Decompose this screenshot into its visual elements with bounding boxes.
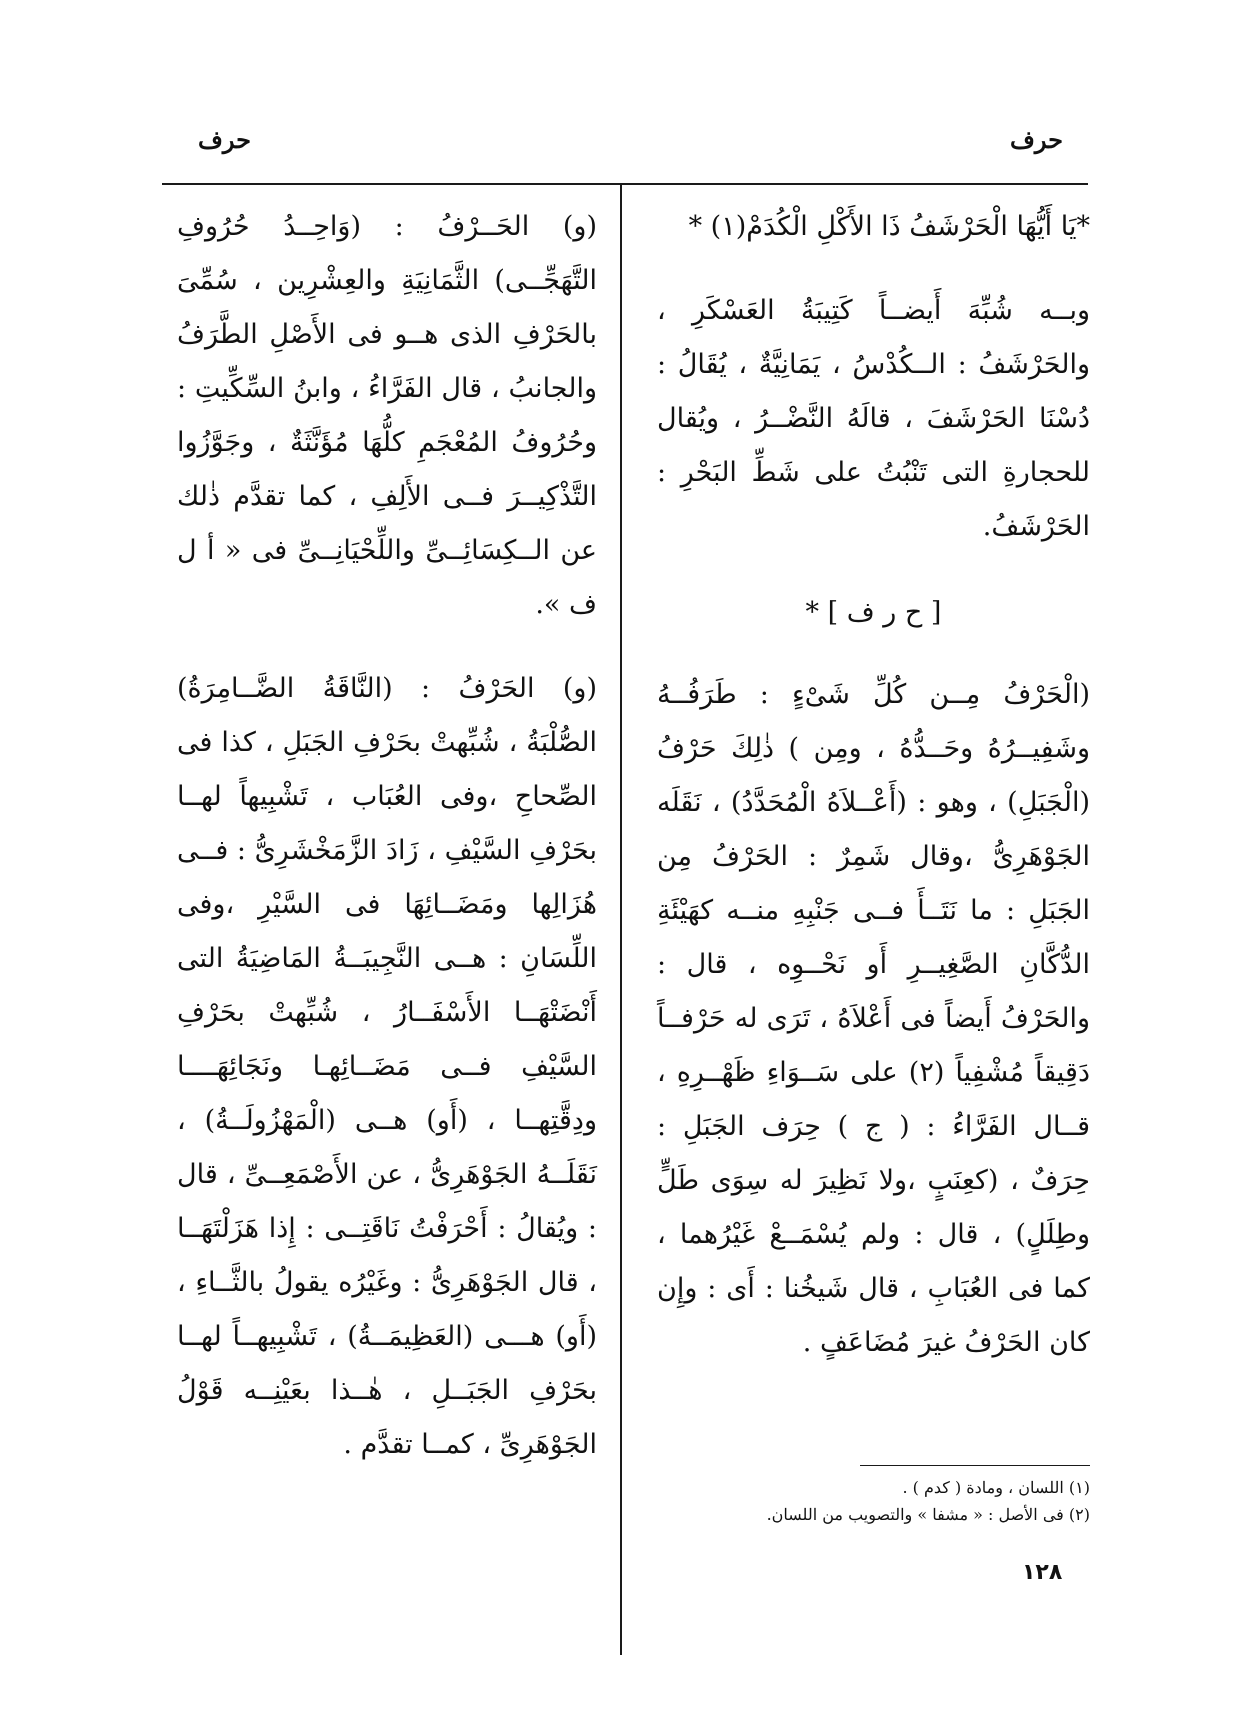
paragraph: وبــه شُبِّهَ أَيضــاً كَتِيبَةُ العَسْكَرِ ، والحَرْشَفُ : الــكُدْسُ ، يَمَانِيَّةٌ ، يُقَالُ : دُسْنَا الحَرْشَفَ ، قالَهُ النَّضْــرُ ، ويُقال للحجارةِ التى تَنْبُتُ على شَطِّ البَحْرِ : الحَرْشَفُ. xyxy=(657,295,1090,542)
paragraph: (و) الحَــرْفُ : (وَاحِــدُ حُرُوفِ التَّهَجِّــى) الثَّمَانِيَةِ والعِشْرِين ، سُمِّىَ بالحَرْفِ الذى هــو فى الأَصْلِ الطَّرَفُ والجانبُ ، قال الفَرَّاءُ ، وابنُ السِّكِّيتِ : وحُرُوفُ المُعْجَمِ كلُّهَا مُؤَنَّثَةٌ ، وجَوَّزُوا التَّذْكِيــرَ فــى الأَلِفِ ، كما تقدَّم ذٰلك عن الــكِسَائِــىِّ واللِّحْيَانِــىِّ فى « أ ل ف ». xyxy=(177,211,597,620)
paragraph: (الْحَرْفُ مِــن كُلِّ شَىْءٍ : طَرَفُــهُ وشَفِيــرُهُ وحَــدُّهُ ، ومِن ) ذٰلِكَ حَرْفُ (الْجَبَلِ) ، وهو : (أَعْــلاَهُ الْمُحَدَّدُ) ، نَقَلَه الجَوْهَرِىُّ ،وقال شَمِرٌ : الحَرْفُ مِن الجَبَلِ : ما نَتَــأَ فــى جَنْبِهِ منــه كهَيْئَةِ الدُّكَّانِ الصَّغِيــرِ أَو نَحْــوِه ، قال : والحَرْفُ أَيضاً فى أَعْلاَهُ ، تَرَى له حَرْفــاً دَقِيقاً مُشْفِياً (٢) على سَــوَاءِ ظَهْــرِهِ ، قــال الفَرَّاءُ : ( ج ) حِرَف الجَبَلِ : حِرَفٌ ، (كعِنَبٍ ،ولا نَظِيرَ له سِوَى طَلٍّ وطِلَلٍ) ، قال : ولم يُسْمَــعْ غَيْرُهما ، كما فى العُبَابِ ، قال شَيخُنا : أَى : وإِن كان الحَرْفُ غيرَ مُضَاعَفٍ . xyxy=(657,679,1090,1358)
verse-line: *يَا أَيُّهَا الْحَرْشَفُ ذَا الأَكْلِ الْكُدَمْ(١) * xyxy=(688,211,1090,242)
right-column xyxy=(657,200,1090,1370)
column-divider xyxy=(620,185,622,1655)
footnote-rule xyxy=(860,1465,1090,1466)
running-head-left: حرف xyxy=(198,125,251,154)
header-rule xyxy=(162,183,1088,185)
footnote: (٢) فى الأصل : « مشفا » والتصويب من اللسان. xyxy=(766,1505,1090,1524)
footnote: (١) اللسان ، ومادة ( كدم ) . xyxy=(902,1478,1090,1497)
page-number: ١٢٨ xyxy=(1022,1560,1063,1585)
paragraph: (و) الحَرْفُ : (النَّاقَةُ الضَّــامِرَةُ) الصُّلْبَةُ ، شُبِّهتْ بحَرْفِ الجَبَلِ ، كذا فى الصِّحاحِ ،وفى العُبَاب ، تَشْبِيهاً لهــا بحَرْفِ السَّيْفِ ، زَادَ الزَّمَخْشَرِىُّ : فــى هُزَالِها ومَضَــائِهَا فى السَّيْرِ ،وفى اللِّسَانِ : هــى النَّجِيبَــةُ المَاضِيَةُ التى أَنْضَتْهَــا الأَسْفَــارُ ، شُبِّهتْ بحَرْفِ السَّيْفِ فــى مَضَــائِهـا ونَجَائِهَــــا ودِقَّتِهــا ، (أَو) هــى (الْمَهْزُولَــةُ) ، نَقَلَــهُ الجَوْهَرِىُّ ، عن الأَصْمَعِــىِّ ، قال : ويُقالُ : أَحْرَفْتُ نَاقَتِــى : إِذا هَزَلْتَهَــا ، قال الجَوْهَرِىُّ : وغَيْرُه يقولُ بالثَّــاءِ ، (أَو) هـــى (العَظِيمَــةُ) ، تَشْبِيهــاً لهــا بحَرْفِ الجَبَــلِ ، هٰــذا بعَيْنِــه قَوْلُ الجَوْهَرِىِّ ، كمــا تقدَّم . xyxy=(177,673,597,1460)
left-column xyxy=(177,200,597,1472)
footnotes xyxy=(700,1474,1090,1528)
entry-heading: [ ح ر ف ] * xyxy=(805,597,942,628)
running-head-right: حرف xyxy=(1010,125,1063,154)
